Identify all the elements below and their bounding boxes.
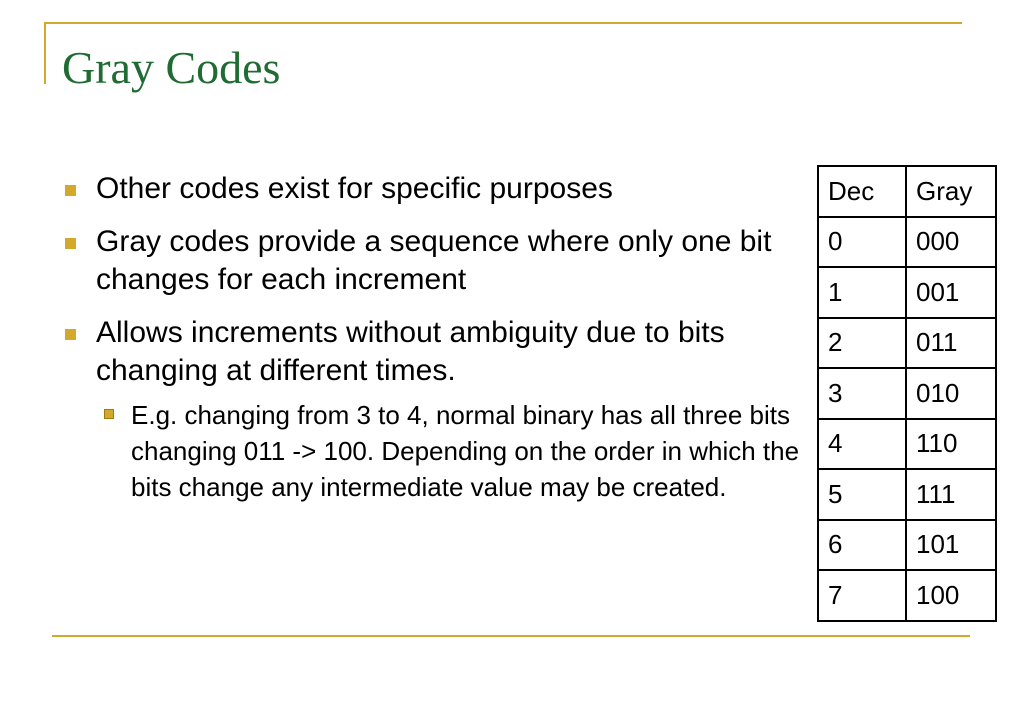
bullet-item	[62, 223, 812, 299]
dec-cell: 2	[818, 318, 906, 369]
bullet-list	[62, 170, 812, 520]
dec-cell: 4	[818, 419, 906, 470]
gray-code-table	[817, 165, 997, 622]
table-row	[818, 368, 996, 419]
bullet-text: Allows increments without ambiguity due to bits changing at different times.	[96, 316, 725, 387]
table-row	[818, 419, 996, 470]
table-row	[818, 469, 996, 520]
bullet-text: Other codes exist for specific purposes	[96, 172, 613, 205]
sub-bullet-text: E.g. changing from 3 to 4, normal binary has all three bits changing 011 -> 100. Depending on the order in which the bits change any intermediate value may be created.	[131, 400, 800, 502]
bottom-divider	[52, 635, 970, 637]
square-bullet-icon	[65, 185, 76, 196]
bullet-item	[62, 170, 812, 208]
dec-cell: 5	[818, 469, 906, 520]
sub-bullet-item	[96, 397, 812, 505]
bullet-text: Gray codes provide a sequence where only one bit changes for each increment	[96, 225, 772, 296]
column-header-gray: Gray	[906, 166, 996, 217]
table-row	[818, 318, 996, 369]
table-row	[818, 267, 996, 318]
bullet-item	[62, 314, 812, 505]
gray-cell: 001	[906, 267, 996, 318]
dec-cell: 3	[818, 368, 906, 419]
table-header-row	[818, 166, 996, 217]
table-row	[818, 217, 996, 268]
gray-cell: 110	[906, 419, 996, 470]
square-bullet-icon	[65, 329, 76, 340]
table-row	[818, 520, 996, 571]
dec-cell: 0	[818, 217, 906, 268]
hollow-square-bullet-icon	[104, 409, 114, 419]
dec-cell: 1	[818, 267, 906, 318]
gray-cell: 101	[906, 520, 996, 571]
gray-cell: 111	[906, 469, 996, 520]
dec-cell: 7	[818, 570, 906, 621]
dec-cell: 6	[818, 520, 906, 571]
column-header-dec: Dec	[818, 166, 906, 217]
gray-cell: 010	[906, 368, 996, 419]
top-divider	[44, 22, 962, 24]
gray-cell: 000	[906, 217, 996, 268]
gray-cell: 100	[906, 570, 996, 621]
square-bullet-icon	[65, 238, 76, 249]
sub-bullet-list	[96, 397, 812, 505]
title-side-divider	[44, 22, 46, 84]
slide-title: Gray Codes	[62, 42, 281, 93]
table-row	[818, 570, 996, 621]
gray-cell: 011	[906, 318, 996, 369]
